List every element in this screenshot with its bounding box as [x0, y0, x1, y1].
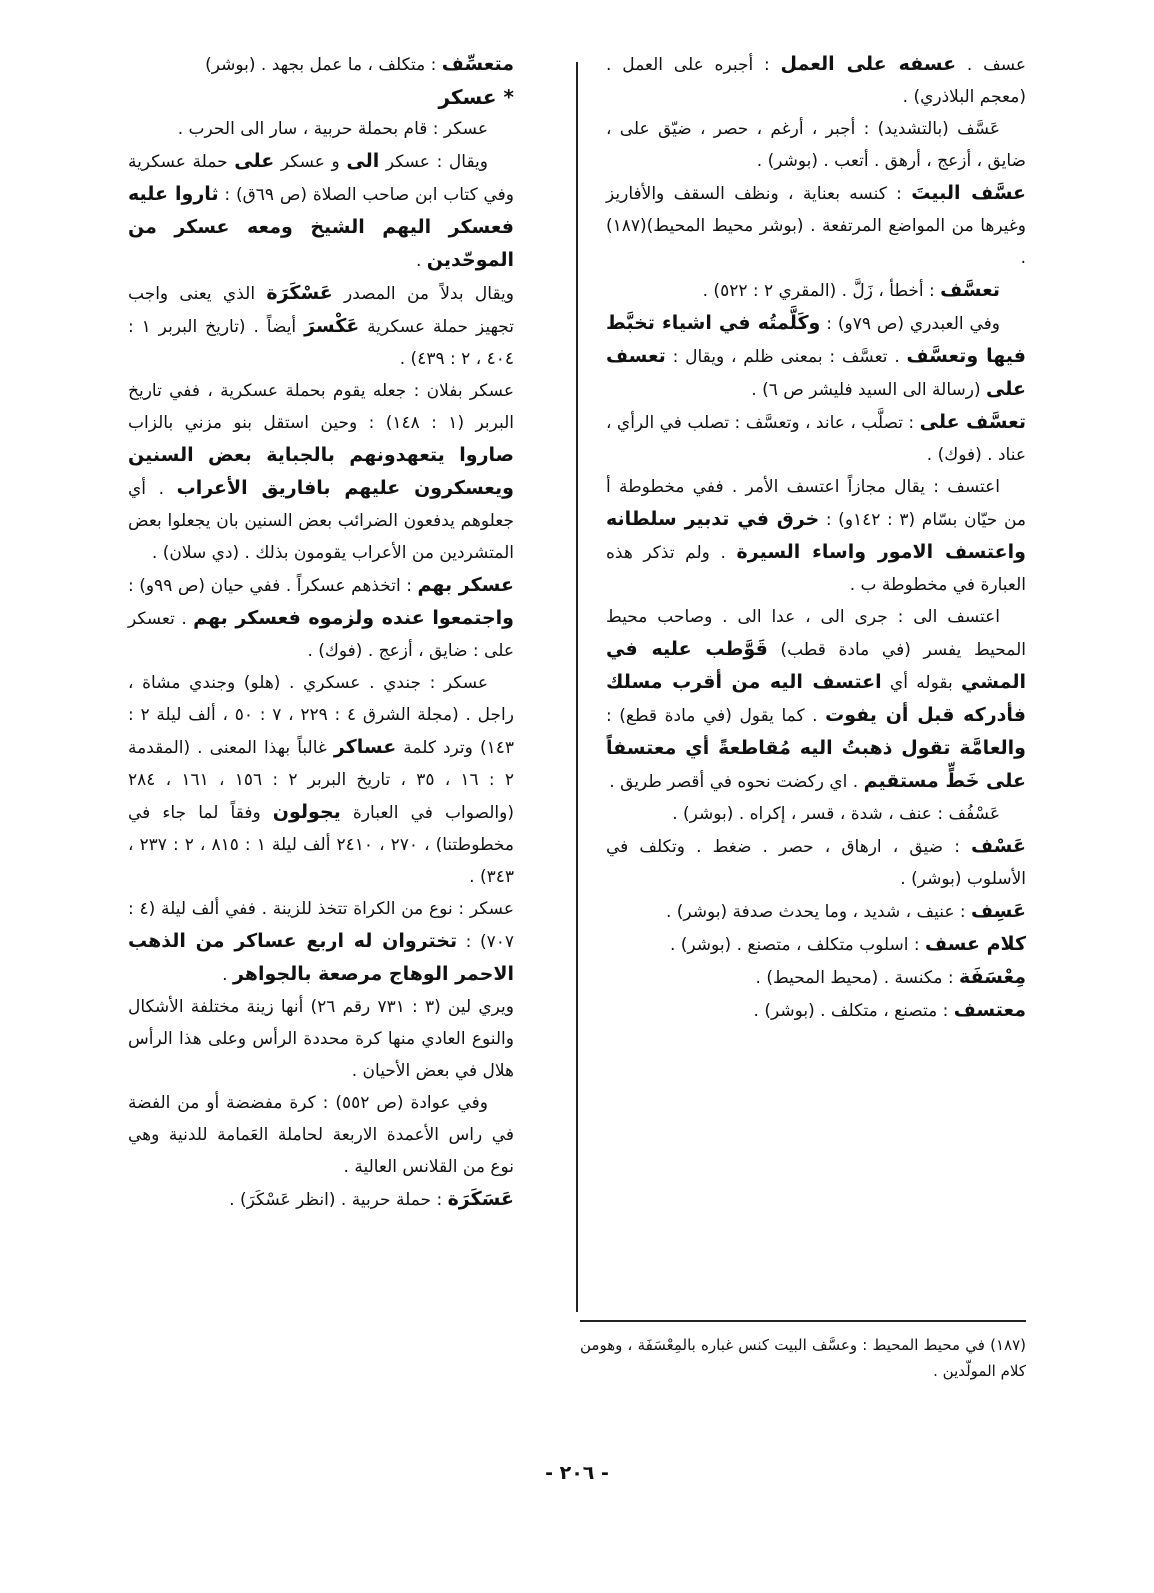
- text-run: حملة عسكرية وفي كتاب ابن صاحب الصلاة (ص ٦٩ق) :: [128, 152, 514, 205]
- dictionary-paragraph: [606, 471, 1026, 601]
- text-run: : ضيق ، ارهاق ، حصر . ضغط . وتكلف في الأسلوب (بوشر) .: [606, 837, 1026, 889]
- bold-term: عَسَكَرَة: [447, 1188, 514, 1210]
- bold-term: على: [234, 150, 275, 172]
- bold-term: يجولون: [272, 801, 341, 823]
- bold-term: خرق في تدبير سلطانه واعتسف الامور واساء السيرة: [606, 508, 1026, 563]
- text-run: اعتسف : يقال مجازاً اعتسف الأمر . ففي مخطوطة أ من حيّان بسّام (٣ : ١٤٢و) :: [606, 477, 1026, 530]
- dictionary-paragraph: [606, 274, 1026, 307]
- text-run: (رسالة الى السيد فليشر ص ٦) .: [751, 380, 987, 400]
- dictionary-paragraph: [606, 113, 1026, 177]
- bold-term: كلام عسف: [925, 933, 1026, 955]
- text-run: غالباً بهذا المعنى . (المقدمة ٢ : ١٦ ، ٣٥ ، تاريخ البربر ٢ : ١٥٦ ، ١٦١ ، ٢٨٤ (والصواب في العبارة: [128, 738, 515, 823]
- entry-headword: * عسكر: [438, 85, 514, 109]
- text-run: : حملة حربية . (انظر عَسْكَرَ) .: [229, 1190, 448, 1210]
- text-run: اعتسف الى : جرى الى ، عدا الى . وصاحب محيط المحيط يفسر (في مادة قطب): [606, 607, 1026, 660]
- text-run: .: [415, 251, 427, 271]
- bold-term: عساكر: [333, 736, 397, 758]
- text-run: . تعسَّف : بمعنى ظلم ، ويقال :: [665, 347, 907, 367]
- bold-term: اعتسف اليه من أقرب مسلك فأدركه قبل أن يفوت: [606, 671, 1026, 726]
- bold-term: واجتمعوا عنده ولزموه فعسكر بهم: [193, 607, 514, 629]
- text-run: و عسكر: [274, 152, 347, 172]
- dictionary-paragraph: [606, 307, 1026, 406]
- bold-term: متعسِّف: [441, 53, 514, 75]
- bold-term: تعسف على: [606, 345, 1026, 400]
- bold-term: عسَّف البيتَ: [911, 182, 1027, 204]
- dictionary-paragraph: [128, 991, 514, 1087]
- text-run: وفي العبدري (ص ٧٩و) :: [820, 314, 1000, 334]
- bold-term: ثاروا عليه فعسكر اليهم الشيخ ومعه عسكر من الموحّدين: [128, 183, 514, 271]
- text-run: الذي يعنى واجب تجهيز حملة عسكرية: [128, 284, 515, 337]
- bold-term: مِعْسَفَة: [958, 966, 1026, 988]
- bold-term: عَكْسرَ: [304, 315, 360, 337]
- bold-term: عسكر بهم: [417, 574, 514, 596]
- dictionary-paragraph: [128, 1183, 514, 1216]
- bold-term: قَوَّطب عليه في المشي: [606, 638, 1026, 693]
- bold-term: والعامَّة تقول ذهبتُ اليه مُقاطعةً أي معتسفاً على خَطٍّ مستقيم: [606, 737, 1026, 792]
- page-number: - ٢٠٦ -: [545, 1462, 609, 1484]
- text-run: : متكلف ، ما عمل بجهد . (بوشر): [205, 55, 442, 75]
- text-run: ويقال : عسكر: [379, 152, 488, 172]
- text-run: عسكر بفلان : جعله يقوم بحملة عسكرية ، ففي تاريخ البربر (١ : ١٤٨) : وحين استقل بنو مزني بالزاب: [128, 381, 514, 433]
- dictionary-paragraph: [606, 994, 1026, 1027]
- dictionary-paragraph: [606, 601, 1026, 798]
- dictionary-paragraph: [128, 48, 514, 81]
- dictionary-paragraph: [606, 830, 1026, 895]
- text-run: عسكر : قام بحملة حربية ، سار الى الحرب .: [177, 119, 488, 139]
- footnote: (١٨٧) في محيط المحيط : وعسَّف البيت كنس غباره بالمِعْسَفَة ، وهومن كلام المولّدين .: [580, 1336, 1026, 1380]
- dictionary-paragraph: [606, 895, 1026, 928]
- bold-term: تختروان له اربع عساكر من الذهب الاحمر الوهاج مرصعة بالجواهر: [128, 930, 514, 985]
- dictionary-paragraph: [606, 48, 1026, 113]
- text-run: عَسَّف (بالتشديد) : أجبر ، أرغم ، حصر ، ضيّق على ، ضايق ، أزعج ، أرهق . أتعب . (بوشر) .: [606, 119, 1026, 171]
- text-run: عسف .: [956, 55, 1027, 75]
- text-run: : تصلَّب ، عاند ، وتعسَّف : تصلب في الرأي ، عناد . (فوك) .: [606, 413, 1026, 465]
- text-run: بقوله أي: [881, 673, 962, 693]
- text-run: وفقاً لما جاء في مخطوطتنا) ، ٢٧٠ ، ٢٤١٠ ألف ليلة ١ : ٨١٥ ، ٢ : ٢٣٧ ، ٣٤٣) .: [128, 803, 515, 887]
- text-run: وفي عوادة (ص ٥٥٢) : كرة مفضضة أو من الفضة في راس الأعمدة الاربعة لحاملة العَمامة للدنية وهي نوع من القلانس العالية .: [128, 1093, 514, 1177]
- bold-term: معتسف: [953, 999, 1026, 1021]
- bold-term: الى: [346, 150, 380, 172]
- bold-term: عَسْف: [971, 835, 1026, 857]
- dictionary-paragraph: [128, 277, 514, 375]
- right-column: [606, 48, 1026, 1027]
- bold-term: تعسَّف على: [919, 411, 1026, 433]
- text-run: : أجبره على العمل . (معجم البلاذري) .: [606, 55, 1026, 107]
- text-run: . اي ركضت نحوه في أقصر طريق .: [609, 772, 864, 792]
- dictionary-paragraph: [606, 961, 1026, 994]
- text-run: : اسلوب متكلف ، متصنع . (بوشر) .: [669, 935, 926, 955]
- text-run: عسكر : جندي . عسكري . (هلو) وجندي مشاة ، راجل . (مجلة الشرق ٤ : ٢٢٩ ، ٧ : ٥٠ ، ألف ليلة ٢ : ١٤٣) وترد كلمة: [128, 673, 514, 758]
- dictionary-paragraph: [606, 928, 1026, 961]
- text-run: : كنسه بعناية ، ونظف السقف والأفاريز وغيرها من المواضع المرتفعة . (بوشر محيط المحيط)(١٨٧) .: [606, 184, 1026, 268]
- dictionary-paragraph: [128, 667, 514, 893]
- dictionary-paragraph: [606, 406, 1026, 471]
- text-run: : متصنع ، متكلف . (بوشر) .: [753, 1001, 954, 1021]
- text-run: .: [222, 965, 233, 985]
- bold-term: صاروا يتعهدونهم بالجباية بعض السنين ويعسكرون عليهم بافاريق الأعراب: [128, 444, 514, 499]
- dictionary-paragraph: [128, 375, 514, 569]
- text-run: : عنيف ، شديد ، وما يحدث صدفة (بوشر) .: [665, 902, 972, 922]
- bold-term: عسفه على العمل: [780, 53, 957, 75]
- dictionary-paragraph: [606, 798, 1026, 830]
- bold-term: عَسِف: [971, 900, 1026, 922]
- dictionary-paragraph: [128, 145, 514, 277]
- dictionary-paragraph: [606, 177, 1026, 274]
- dictionary-paragraph: [128, 1087, 514, 1183]
- dictionary-paragraph: [128, 893, 514, 991]
- dictionary-paragraph: [128, 569, 514, 667]
- footnote-rule: [580, 1320, 1026, 1322]
- bold-term: عَسْكَرَة: [266, 282, 333, 304]
- text-run: : مكنسة . (محيط المحيط) .: [755, 968, 959, 988]
- text-run: : اتخذهم عسكراً . ففي حيان (ص ٩٩و) :: [128, 576, 418, 596]
- bold-term: تعسَّف: [940, 279, 1000, 301]
- bold-term: وكَلَّمتُه في اشياء تخبَّط فيها وتعسَّف: [606, 312, 1026, 367]
- text-run: . ولم تذكر هذه العبارة في مخطوطة ب .: [606, 543, 1026, 595]
- left-column: [128, 48, 514, 1216]
- text-run: . تعسكر على : ضايق ، أزعج . (فوك) .: [128, 609, 514, 661]
- text-run: أيضاً . (تاريخ البربر ١ : ٤٠٤ ، ٢ : ٤٣٩) .: [128, 317, 514, 369]
- text-run: ويري لين (٣ : ٧٣١ رقم ٢٦) أنها زينة مختلفة الأشكال والنوع العادي منها كرة محددة الرأس وعلى هذا الرأس هلال في بعض الأحيان .: [128, 997, 514, 1081]
- dictionary-paragraph: [128, 113, 514, 145]
- text-run: . أي جعلوهم يدفعون الضرائب بعض السنين بان يجعلوا بعض المتشردين من الأعراب يقومون بذلك . (دي سلان) .: [128, 479, 514, 563]
- text-run: عسكر : نوع من الكراة تتخذ للزينة . ففي ألف ليلة (٤ : ٧٠٧) :: [128, 899, 514, 952]
- text-run: : أخطأ ، زَلَّ . (المقري ٢ : ٥٢٢) .: [702, 281, 941, 301]
- column-divider: [576, 62, 578, 1312]
- text-run: عَسْفُف : عنف ، شدة ، قسر ، إكراه . (بوشر) .: [672, 804, 1000, 824]
- text-run: . كما يقول (في مادة قطع) :: [606, 706, 826, 726]
- text-run: ويقال بدلاً من المصدر: [332, 284, 514, 304]
